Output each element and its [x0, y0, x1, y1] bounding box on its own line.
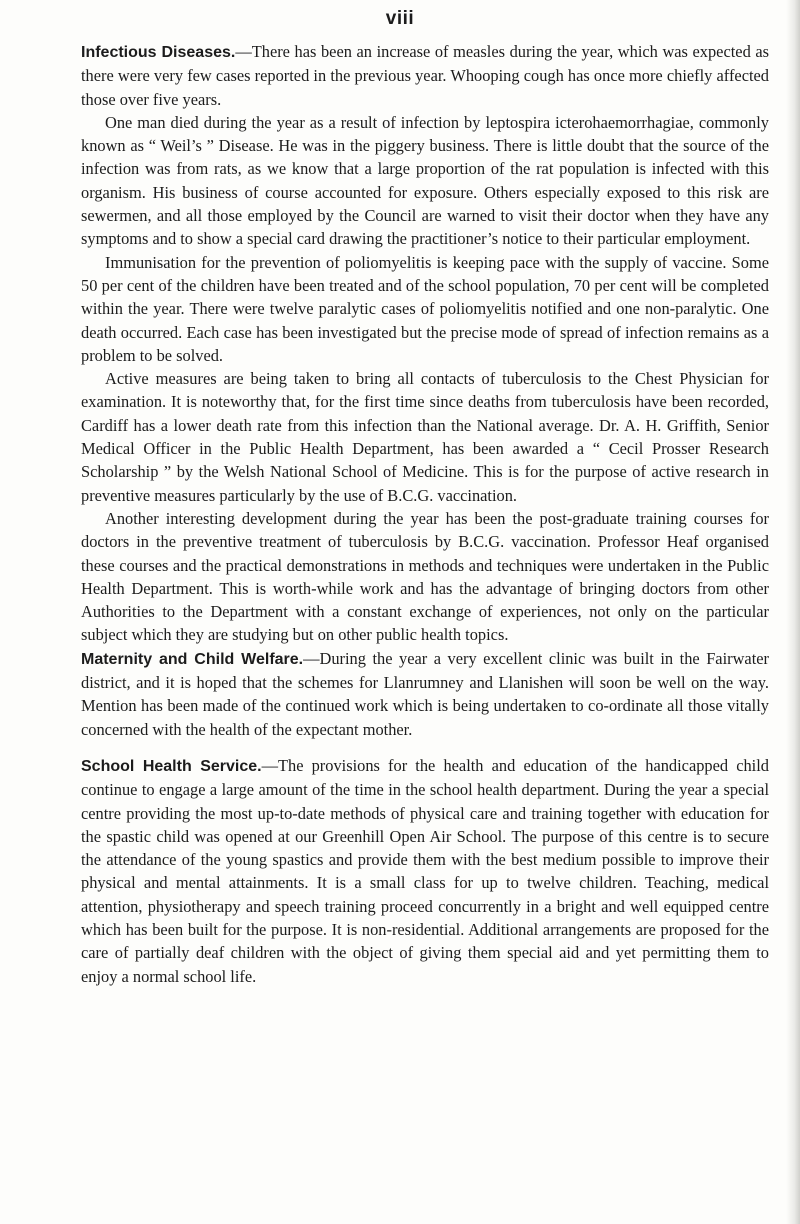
infectious-diseases-paragraph-4: Active measures are being taken to bring all contacts of tuberculosis to the Chest Physician for examination. It is noteworthy that, for the first time since deaths from tuberculosis have been recorded, Cardiff has a lower death rate from this infection than the National average. Dr. A. H. Griffith, Senior Medical Officer in the Public Health Department, has been awarded a “ Cecil Prosser Research Scholarship ” by the Welsh National School of Medicine. This is for the purpose of active research in preventive measures particularly by the use of B.C.G. vaccination.	[81, 369, 769, 505]
maternity-child-welfare-paragraph-1	[81, 647, 769, 741]
page-number: viii	[385, 8, 415, 29]
section-heading-maternity-child-welfare: Maternity and Child Welfare.	[81, 650, 304, 668]
page-body	[81, 40, 769, 988]
paragraph-text: —During the year a very excellent clinic was built in the Fairwater district, and it is hoped that the schemes for Llanrumney and Llanishen will soon be well on the way. Mention has been made of the continued work which is being undertaken to co-ordinate all those vitally concerned with the health of the expectant mother.	[81, 648, 769, 739]
school-health-service-paragraph-1	[81, 754, 769, 988]
section-heading-school-health-service: School Health Service.	[81, 757, 262, 775]
page-edge-shadow	[786, 0, 800, 1224]
infectious-diseases-paragraph-1	[81, 40, 769, 111]
paragraph-text: —The provisions for the health and education of the handicapped child continue to engage a large amount of the time in the school health department. During the year a special centre providing the most up-to-date methods of physical care and training together with education for the spastic child was opened at our Greenhill Open Air School. The purpose of this centre is to secure the attendance of the young spastics and provide them with the best medium possible to improve their physical and mental attainments. It is a small class for up to twelve children. Teaching, medical attention, physiotherapy and speech training proceed concurrently in a bright and well equipped centre which has been built for the purpose. It is non-residential. Additional arrangements are proposed for the care of partially deaf children with the object of giving them special aid and yet permitting them to enjoy a normal school life.	[81, 755, 769, 986]
section-heading-infectious-diseases: Infectious Diseases.	[81, 44, 236, 61]
infectious-diseases-paragraph-3: Immunisation for the prevention of poliomyelitis is keeping pace with the supply of vaccine. Some 50 per cent of the children have been treated and of the school population, 70 per cent will be completed within the year. There were twelve paralytic cases of poliomyelitis notified and one non-paralytic. One death occurred. Each case has been investigated but the precise mode of spread of infection remains as a problem to be solved.	[81, 252, 769, 365]
infectious-diseases-paragraph-5: Another interesting development during the year has been the post-graduate training courses for doctors in the preventive treatment of tuberculosis by B.C.G. vaccination. Professor Heaf organised these courses and the practical demonstrations in methods and techniques were undertaken in the Public Health Department. This is worth-while work and has the advantage of bringing doctors from other Authorities to the Department with a constant exchange of experiences, not only on the particular subject which they are studying but on other public health topics.	[81, 508, 769, 645]
infectious-diseases-paragraph-2: One man died during the year as a result of infection by leptospira icterohaemorrhagiae, commonly known as “ Weil’s ” Disease. He was in the piggery business. There is little doubt that the source of the infection was from rats, as we know that a large proportion of the rat population is infected with this organism. His business of course accounted for exposure. Others especially exposed to this risk are sewermen, and all those employed by the Council are warned to visit their doctor when they have any symptoms and to show a special card drawing the practitioner’s notice to their particular employment.	[81, 112, 769, 249]
paragraph-text: —There has been an increase of measles during the year, which was expected as there were very few cases reported in the previous year. Whooping cough has once more chiefly affected those over five years.	[81, 42, 770, 109]
